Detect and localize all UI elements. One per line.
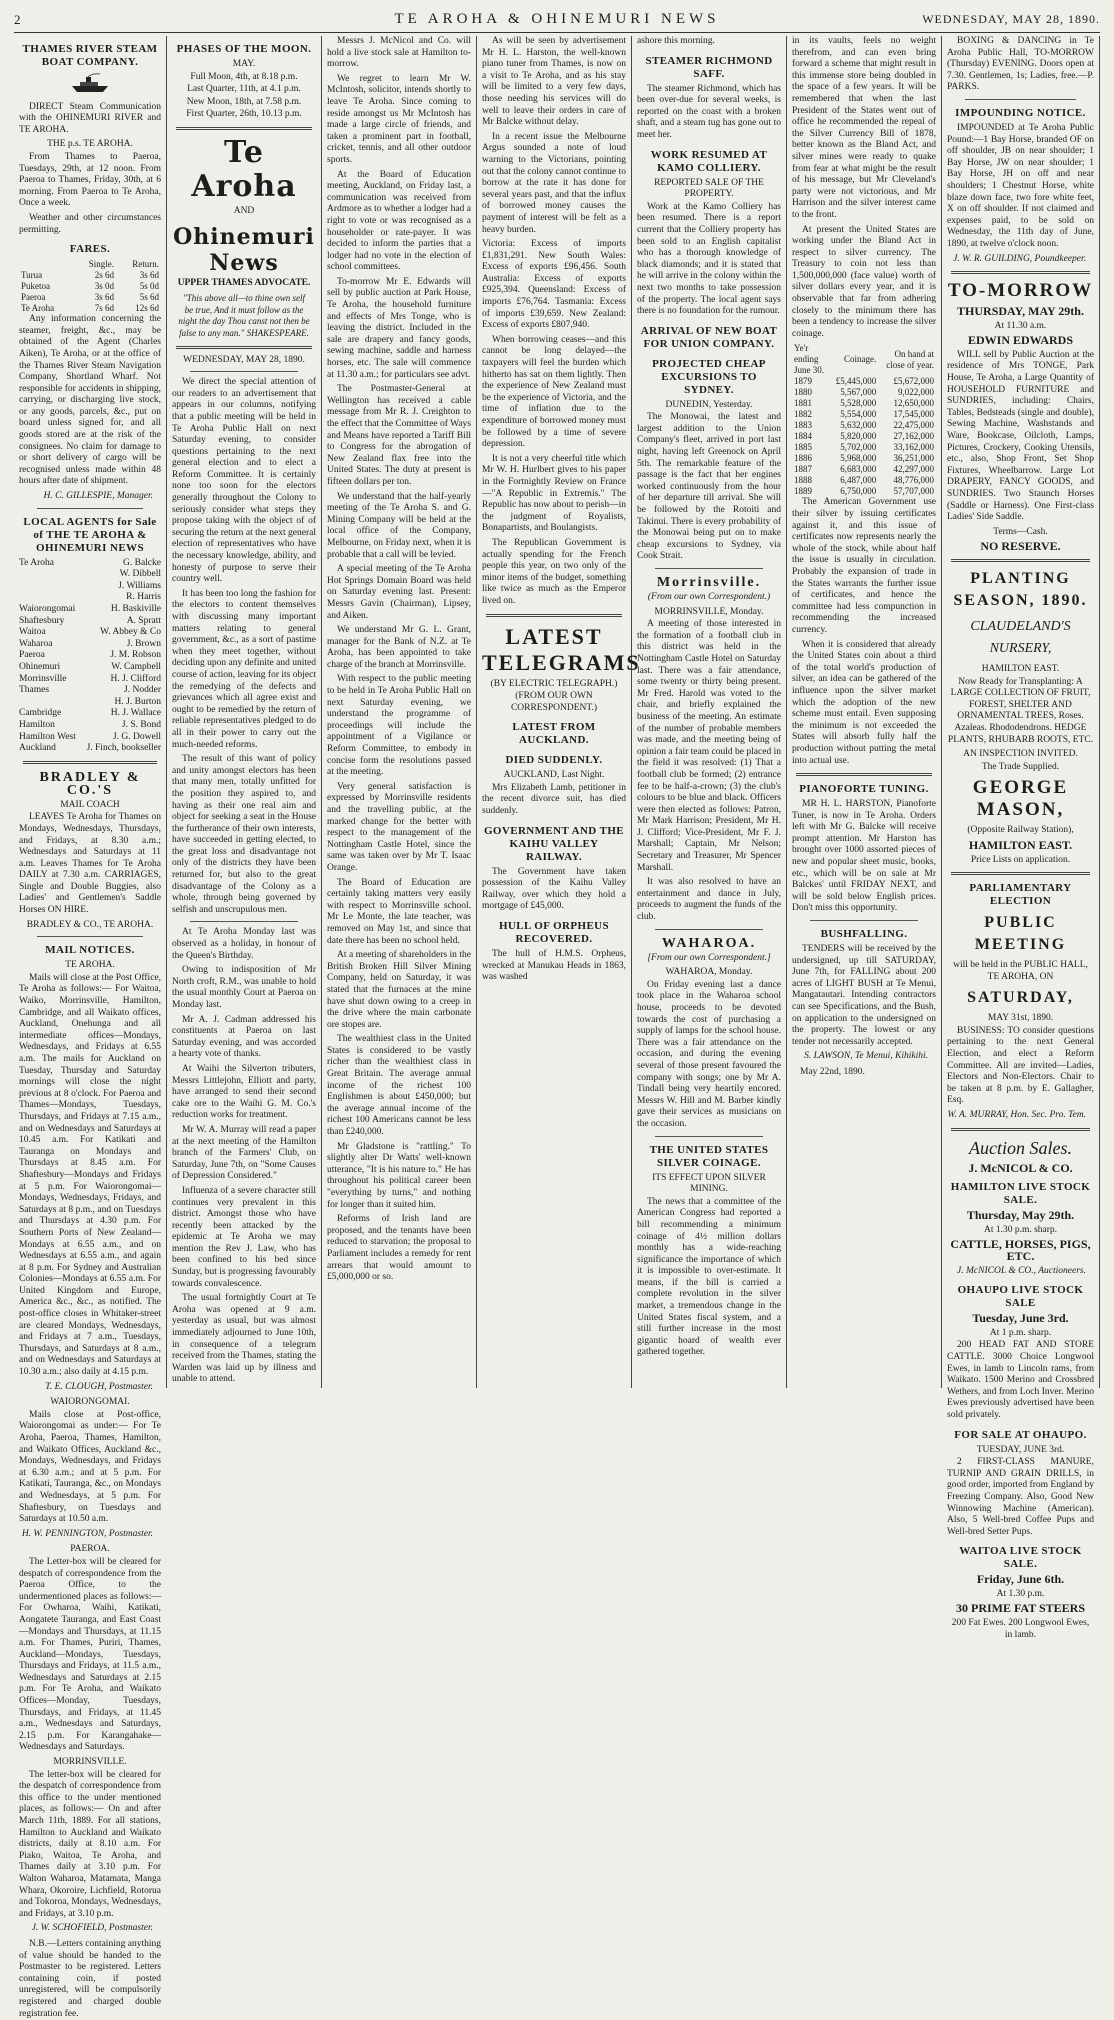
excursions-title: PROJECTED CHEAP EXCURSIONS TO SYDNEY. (652, 357, 766, 396)
moon-line: First Quarter, 26th, 10.13 p.m. (186, 109, 302, 120)
table-header-cell: On hand at close of year. (886, 348, 934, 370)
nameplate-subtitle: UPPER THAMES ADVOCATE. (177, 277, 311, 288)
news-paragraph: At Waihi the Silverton tributers, Messrs Littlejohn, Elliott and party, have arranged to send their second cake ore to the Waihi G. M. Co.'s reduction works for treatment. (172, 1063, 316, 1121)
bushfalling-date: May 22nd, 1890. (800, 1066, 865, 1077)
nameplate-and: AND (233, 205, 255, 216)
trade-supplied: The Trade Supplied. (981, 761, 1060, 772)
nursery-body: Now Ready for Transplanting: A LARGE COLLECTION OF FRUIT, FOREST, SHELTER AND ORNAMENTAL TREES, Roses. Azaleas. Rhododendrons. HEDGE PLANTS, RHUBARB ROOTS, ETC. (947, 676, 1094, 745)
steamboat-signature: H. C. GILLESPIE, Manager. (43, 491, 153, 502)
column-7 (942, 36, 1100, 1640)
news-paragraph: We regret to learn Mr W. McIntosh, solicitor, intends shortly to leave Te Aroha. Since coming to reside amongst us Mr McIntosh has made a large circle of friends, and taken a prominent part in football, cricket, tennis, and all other outdoor sports. (327, 73, 471, 165)
table-row: 1885 5,702,000 33,162,000 (794, 442, 934, 453)
ohaupo-sale-time: At 1 p.m. sharp. (989, 1327, 1052, 1338)
hull-title: HULL OF ORPHEUS RECOVERED. (498, 920, 610, 946)
steamer-body: The steamer Richmond, which has been over-due for several weeks, is reported on the coast with a broken shaft, and a steam tug has gone out to meet her. (637, 83, 781, 140)
died-dateline: AUCKLAND, Last Night. (503, 770, 605, 781)
news-paragraph: Very general satisfaction is expressed by Morrinsville residents and the travelling public, at the marked change for the better with respect to the management of the Nottingham Castle Hotel, since the same was taken over by Mr T. Isaac Orange. (327, 781, 471, 873)
editorial-paragraph: The result of this want of policy and unity amongst electors has been that many men, totally unfitted for the position they aspired to, and having as their one real aim and object for seeking a seat in the House the furtherance of their own interests, have succeeded in getting elected, to the great loss and disadvantage not only of the districts they have been returned for, but also to the great disadvantage of the Colony as a whole, through being governed by selfish and unscrupulous men. (172, 754, 316, 915)
divider (23, 761, 157, 764)
motto: "This above all—to thine own self be true, And it must follow as the night the day Thou canst not then be false to any man." SHAKESPEARE. (178, 293, 310, 338)
impounding-signature: J. W. R. GUILDING, Poundkeeper. (953, 253, 1086, 264)
divider (655, 1136, 763, 1137)
bushfalling-body: TENDERS will be received by the undersigned, up till SATURDAY, June 7th, for FALLING about 200 acres of LIGHT BUSH at Te Menui, Mangatautari. Intending contractors can see Specifications, and the Bush, on application to the undersigned on the property. The lowest or any tender not necessarily accepted. (792, 944, 936, 1047)
kamo-body: Work at the Kamo Colliery has been resumed. There is a report current that the Colliery property has been sold to an English capitalist who has a thorough knowledge of black diamonds; and it is stated that he will arrive in the colony within the next two months to take possession of the property. The local agent says there is no foundation for the rumour. (637, 201, 781, 317)
news-paragraph: We understand that the half-yearly meeting of the Te Aroha S. and G. Mining Company will be held at the local office of the Company, Melbourne, on Friday next, when it is probable that a call will be levied. (327, 491, 471, 560)
list-item: W. Dibbell (119, 569, 161, 580)
morrinsville-signature: J. W. SCHOFIELD, Postmaster. (31, 1923, 153, 1934)
silver-coinage-subtitle: ITS EFFECT UPON SILVER MINING. (652, 1172, 766, 1195)
table-row: 1889 6,750,000 57,707,000 (794, 486, 934, 497)
waiorongomai-subtitle: WAIORONGOMAI. (50, 1397, 130, 1408)
column-3 (322, 36, 477, 1388)
news-paragraph: We understand Mr G. L. Grant, manager for the Bank of N.Z. at Te Aroha, has been appointed to take charge of the branch at Morrinsville. (327, 625, 471, 670)
list-item: Paeroa J. M. Robson (19, 650, 161, 661)
coach-signature: BRADLEY & CO., TE AROHA. (26, 919, 154, 930)
fares-header-cell (19, 259, 73, 270)
table-row: 1888 6,487,000 48,776,000 (794, 475, 934, 486)
latest-telegrams-title: LATEST TELEGRAMS (482, 623, 641, 675)
nameplate-ohinemuri-news: Ohinemuri News (173, 223, 315, 276)
died-body: Mrs Elizabeth Lamb, petitioner in the recent divorce suit, has died suddenly. (482, 782, 626, 817)
divider (486, 614, 622, 617)
table-row (19, 292, 161, 303)
waharoa-source: [From our own Correspondent.] (647, 952, 771, 963)
morrinsville-body: The letter-box will be cleared for the despatch of correspondence from this office to the under mentioned places, as follows:— On and after March 11th, 1889. For all stations, Hamilton to Auckland and Waikato districts, daily at 8.10 a.m. For Piako, Waitoa, Te Aroha, and Thames daily at 3.10 p.m. For Walton Waharoa, Matamata, Manga Whara, Okoroire, Lichfield, Rotorua and Tokoroa, Mondays, Wednesdays, and Fridays, at 3.10 p.m. (19, 1769, 161, 1919)
morrinsville-body-2: It was also resolved to have an entertainment and dance in July, proceeds to augment the funds of the club. (637, 877, 781, 923)
silver-coinage-table (792, 343, 936, 497)
ohaupo-sale-date: Tuesday, June 3rd. (972, 1311, 1069, 1326)
ohaupo-sale-body: 200 HEAD FAT AND STORE CATTLE. 3000 Choice Longwool Ewes, in lamb to Lincoln rams, from Waikato. 1500 Merino and Crossbred Wethers, and from Loch Inver. Merino Ewes previously advertised have been sold privately. (947, 1340, 1094, 1420)
news-paragraph: The usual fortnightly Court at Te Aroha was opened at 9 a.m. yesterday as usual, but was almost immediately adjourned to June 10th, in consequence of a telegram received from the Thames, stating the Warden was laid up by illness and unable to attend. (172, 1293, 316, 1385)
divider (951, 872, 1090, 875)
tomorrow-title: TO-MORROW (947, 280, 1094, 302)
agents-title: LOCAL AGENTS for Sale of THE TE AROHA & OHINEMURI NEWS (23, 515, 157, 554)
page-number: 2 (14, 12, 21, 27)
list-item: Thames J. Nodder (19, 685, 161, 696)
divider (37, 936, 143, 937)
list-item: Ohinemuri W. Campbell (19, 661, 161, 672)
fare-return: 12s 6d (135, 303, 159, 314)
latest-telegrams-source: (FROM OUR OWN CORRESPONDENT.) (510, 691, 598, 713)
hamilton-sale-time: At 1.30 p.m. sharp. (983, 1224, 1058, 1235)
silver-coinage-body: The news that a committee of the American Congress had reported a bill recommending a minimum coinage of 4½ million dollars monthly has a wide-reaching significance the importance of which it is impossible to over-estimate. It means, if the bill is carried a complete revolution in the silver market, a tremendous change in the United States fiscal system, and a still further increase in the most gigantic hoard of wealth ever gathered together. (637, 1196, 781, 1358)
table-row: 1883 5,632,000 22,475,000 (794, 420, 934, 431)
editorial-date: WEDNESDAY, MAY 28, 1890. (183, 354, 305, 365)
waharoa-title: WAHAROA. (661, 935, 757, 951)
nameplate-te-aroha: Te Aroha (191, 134, 297, 204)
for-sale-body: 2 FIRST-CLASS MANURE, TURNIP AND GRAIN DRILLS, in good order, imported from England by Freezing Company. Also, Good New Winnowing Machine (American). Also, 5 Well-bred Coffee Pups and Well-bred Setter Pups. (947, 1457, 1094, 1537)
moon-month: MAY. (232, 59, 256, 69)
steamboat-schedule: From Thames to Paeroa, Tuesdays, 29th, at 12 noon. From Paeroa to Thames, Friday, 30th, at 6 morning. From Paeroa to Te Aroha, Once a week. (19, 151, 161, 209)
fare-place: Turua (21, 270, 43, 281)
news-paragraph: Influenza of a severe character still continues very prevalent in this district. Amongst those who have recently been attacked by the epidemic at Te Aroha we may mention the Rev J. Law, who has been confined to his bed since Sunday, but is progressing favourably towards convalescence. (172, 1185, 316, 1289)
list-item: J. Williams (118, 580, 161, 591)
paeroa-body: The Letter-box will be cleared for despatch of correspondence from the Paeroa Office, to the undermentioned places as follows:— For Owharoa, Waihi, Katikati, Aongatete Tauranga, and East Coast—Mondays and Thursdays, at 11.15 a.m. For Thames, Puriri, Thames, Auckland—Mondays, Tuesdays, Thursdays and Fridays, at 11.5 a.m., Wednesdays and Saturdays at 2.15 p.m. For Te Aroha, and Waikato Offices—Monday, Tuesdays, Thursdays, and Fridays, at 11.45 a.m., Wednesdays and Saturdays, 2.15 p.m. For Karangahake—Wednesdays and Saturdays. (19, 1556, 161, 1753)
news-paragraph: It is not a very cheerful title which Mr W. H. Hurlbert gives to his paper in the Fortnightly Review on France—"A Republic in Extremis." The Republic has now about to perish—in the judgment of Royalists, Bonapartists, and Boulangists. (482, 453, 626, 534)
news-paragraph: At the Board of Education meeting, Auckland, on Friday last, a communication was received from Ardmore as to whether a lodger had a right to vote or was recognised as a householder or rate-payer. It was decided to inform the parties that a lodger had no vote in the election of school committees. (327, 169, 471, 273)
fare-single: 3s 0d (94, 281, 115, 292)
table-row (19, 270, 161, 281)
divider (190, 371, 298, 372)
cattle-line: CATTLE, HORSES, PIGS, ETC. (950, 1237, 1091, 1263)
list-item: Hamilton J. S. Bond (19, 719, 161, 730)
list-item: R. Harris (126, 592, 161, 603)
excursions-body: The Monowai, the latest and largest addition to the Union Company's fleet, arrived in port last night, having left Greenock on April 5th. The remarkable feature of the passage is the fact that her engines worked continuously from the hour of her departure till arrival. She will be followed by the Rotoiti and Takinui. There is every probability of the Monowai being put on to make cheap excursions to Sydney, via Cook Strait. (637, 412, 781, 562)
nursery-place: HAMILTON EAST. (981, 663, 1060, 674)
fares-header-cell: Return. (132, 259, 159, 270)
steamboat-weather: Weather and other circumstances permitting. (19, 212, 161, 235)
trade-figures: Victoria: Excess of imports £1,831,291. New South Wales: Excess of exports £96,456. South Australia: Excess of exports £925,394. Queensland: Excess of imports £76,764. Tasmania: Excess of imports £39,659. New Zealand: Excess of exports £807,940. (482, 239, 626, 331)
tomorrow-date: THURSDAY, MAY 29th. (957, 304, 1084, 319)
edwin-edwards-title: EDWIN EDWARDS (967, 333, 1074, 348)
tomorrow-time: At 11.30 a.m. (994, 320, 1047, 331)
silver-table-after-2: When it is considered that already the United States coin about a third of the total world's production of silver, an idea can be gathered of the influence upon the silver market which the adoption of the new scheme must entail. Even supposing the minimum is not exceeded the States will absorb fully half the production without putting the metal into actual use. (792, 639, 936, 766)
piano-title: PIANOFORTE TUNING. (799, 783, 929, 796)
issue-date: WEDNESDAY, MAY 28, 1890. (922, 12, 1100, 26)
news-paragraph: As will be seen by advertisement Mr H. L. Harston, the well-known piano tuner from Thames, is now on a visit to Te Aroha, and as his stay will be limited to a very few days, those needing his services will do well to leave their orders in care of Mr Balcke without delay. (482, 36, 626, 128)
news-paragraph: Mr Gladstone is "rattling." To slightly alter Dr Watts' well-known utterance, "It is his nature to." He has throughout his political career been "everything by turns," and nothing for longer than it suited him. (327, 1141, 471, 1210)
table-header-cell: Ye'r ending June 30. (794, 343, 824, 376)
waiorongomai-signature: H. W. PENNINGTON, Postmaster. (21, 1528, 153, 1539)
masthead-title: TE AROHA & OHINEMURI NEWS (394, 11, 720, 27)
george-mason-title: GEORGE MASON, (972, 777, 1069, 821)
union-title: ARRIVAL OF NEW BOAT FOR UNION COMPANY. (640, 324, 778, 350)
news-paragraph: The Republican Government is actually spending for the French people this year, on two only of the minor items of the budget, something like twice as much as the Emperor lived on. (482, 537, 626, 606)
news-paragraph: The Board of Education are certainly taking matters very easily with respect to Morrinsville school. Mr Le Monte, the late teacher, was removed on May 1st, and since that date there has been no school held. (327, 877, 471, 946)
fare-single: 7s 6d (94, 303, 115, 314)
george-mason-place: HAMILTON EAST. (968, 837, 1073, 852)
waharoa-dateline: WAHAROA, Monday. (665, 967, 753, 978)
price-list: Price Lists on application. (970, 854, 1071, 865)
mail-subtitle: TE AROHA. (65, 960, 115, 971)
mail-title: MAIL NOTICES. (45, 944, 135, 957)
news-paragraph: When borrowing ceases—and this cannot be long delayed—the taxpayers will feel the burden which hitherto has sat on them lightly. Then the experience of New Zealand must be the experience of Victoria, and the time of inflation due to the expenditure of borrowed money must be followed by a time of severe depression. (482, 334, 626, 450)
mail-body: Mails will close at the Post Office, Te Aroha as follows:— For Waitoa, Waiko, Morrinsville, Hamilton, Cambridge, and all Waikato offices, Auckland, Onehunga and all intermediate offices—Mondays, Wednesdays, and Fridays at 6.55 a.m. The mails for Auckland on Tuesday, Thursday and Saturday mornings will close the night previous at 8 o'clock. For Paeroa and Thames—Mondays, Tuesdays, Thursdays, and Fridays at 7.15 a.m., and on Wednesdays and Saturdays at 10.45 a.m. For Katikati and Tauranga on Mondays and Thursdays at 8.45 a.m. For Shaftesbury—Mondays and Fridays at 5 p.m. For Waiorongomai—Mondays, Wednesdays, Fridays, and Saturdays at 8 p.m., and on Tuesdays and Thursdays at 4.30 p.m. For Southern Ports of New Zealand—Mondays at 6.55 a.m., and on Wednesdays at 6.55 a.m., and again at 8 p.m. For Sydney and Australian Colonies—Mondays at 6.55 a.m. For United Kingdom and Europe, America &c., &c., as notified. The post-office closes in Whitaker-street are cleared Mondays, Wednesdays, and Fridays at 7 a.m., Tuesdays, Thursdays, and Saturdays at 8 a.m., and on Wednesdays and Saturdays at 10.30 a.m.; also daily at 4.15 p.m. (19, 972, 161, 1378)
public-meeting-body: BUSINESS: TO consider questions pertaining to the next General Election, and elect a Reform Committee. All are invited—Ladies, Electors and Non-Electors. Chair to be taken at 8 p.m. by E. Gallagher, Esq. (947, 1025, 1094, 1106)
ohaupo-sale-title: OHAUPO LIVE STOCK SALE (957, 1284, 1084, 1310)
public-meeting-title: PUBLIC MEETING (974, 914, 1067, 954)
divider (951, 1128, 1090, 1131)
column-4 (477, 36, 641, 1388)
government-body: The Government have taken possession of the Kaihu Valley Railway, over which they hold a mortgage of £45,000. (482, 866, 626, 912)
list-item: Te Aroha G. Balcke (19, 557, 161, 568)
kamo-subtitle: REPORTED SALE OF THE PROPERTY. (654, 177, 764, 200)
public-meeting-signature: W. A. MURRAY, Hon. Sec. Pro. Tem. (947, 1110, 1086, 1121)
government-title: GOVERNMENT AND THE KAIHU VALLEY RAILWAY. (483, 824, 625, 863)
morrinsville-title: Morrinsville. (656, 575, 762, 590)
fare-return: 3s 6d (139, 270, 159, 281)
steamboat-title: THAMES RIVER STEAM BOAT COMPANY. (22, 43, 158, 68)
editorial-paragraph: It has been too long the fashion for the electors to content themselves with discussing many important matters relating to general government, &c., as a sort of pastime when they meet together, without deciding upon any definite and united course of action, leaving for its object the remedying of the defects and grievances which all agree exist and ought to be remedied by the return of reliable representatives pledged to do all in their power to carry out the much-needed reforms. (172, 588, 316, 750)
list-item: Shaftesbury A. Spratt (19, 615, 161, 626)
fare-place: Paeroa (21, 292, 46, 303)
bushfalling-title: BUSHFALLING. (820, 928, 908, 941)
table-row: 1886 5,968,000 36,251,000 (794, 453, 934, 464)
fare-return: 5s 6d (139, 292, 159, 303)
news-paragraph: To-morrow Mr E. Edwards will sell by public auction at Park House, Te Aroha, the household furniture and effects of Mrs Tonge, who is leaving the district. Included in the sale are drapery and fancy goods, sewing machine, saddle and harness horses, etc. The sale will commence at 11.30 a.m.; for particulars see advt. (327, 276, 471, 380)
fare-place: Te Aroha (21, 303, 55, 314)
latest-auckland-title: LATEST FROM AUCKLAND. (512, 721, 596, 747)
edwin-edwards-body: WILL sell by Public Auction at the residence of Mrs TONGE, Park House, Te Aroha, a Large Quantity of HOUSEHOLD FURNITURE and SUNDRIES, including: Chairs, Tables, Bedsteads (single and double), Sewing Machine, Washstands and Ware, Bookcase, Oilcloth, Lamps, Pictures, Crockery, Cooking Utensils, etc., also, Shop Front, Set Shop Fixtures, Wheelbarrow. Large Lot DRAPERY, FANCY GOODS, and SUNDRIES. Two Staunch Horses (Saddle or Harness). One First-class Ladies' Side Saddle. (947, 349, 1094, 523)
silver-continued: in its vaults, feels no weight therefrom, and can even bring forward a scheme that might result in this immense store being doubled in the space of a few years. It will be remembered that when the last President of the States went out of office he recommended the repeal of the Silver Currency Bill of 1878, better known as the Bland Act, and silver mines were ready to quake from fear at what might be the result of his message, but Mr Cleveland's party were not victorious, and Mr Harrison and the silver interest came to the front. (792, 36, 936, 220)
waiorongomai-body: Mails close at Post-office, Waiorongomai as under:— For Te Aroha, Paeroa, Thames, Hamilton, and Waikato Offices, Auckland &c., Mondays, Wednesdays, and Fridays at 6.30 a.m.; and at 5 p.m. For Katikati, Tauranga, &c., on Mondays and Wednesdays, at 5 p.m. For Shaftesbury, on Tuesdays and Saturdays at 10.50 a.m. (19, 1409, 161, 1525)
list-item: H. J. Burton (114, 696, 161, 707)
column-5 (632, 36, 787, 1388)
news-paragraph: Mr W. A. Murray will read a paper at the next meeting of the Hamilton branch of the Farmers' Club, on Saturday, June 7th, on "Some Causes of Depression Considered." (172, 1124, 316, 1182)
news-paragraph: The Postmaster-General at Wellington has received a cable message from Mr R. J. Creighton to the effect that the Committee of Ways and Means have reported a Tariff Bill to Congress for the abrogation of New Zealand flax free into the United States. The duty at present is fifteen dollars per ton. (327, 384, 471, 487)
page-header (14, 8, 1100, 33)
waitoa-sale-date: Friday, June 6th. (976, 1572, 1065, 1587)
list-item: Waitoa W. Abbey & Co (19, 627, 161, 638)
table-row: 1881 5,528,000 12,650,000 (794, 398, 934, 409)
inspection-invited: AN INSPECTION INVITED. (963, 749, 1078, 760)
continued-text: ashore this morning. (637, 36, 715, 46)
george-mason-subtitle: (Opposite Railway Station), (967, 825, 1074, 836)
divider (965, 99, 1076, 100)
impounding-body: IMPOUNDED at Te Aroha Public Pound:—1 Bay Horse, branded OF on off shoulder, JB on near shoulder; 1 Bay Horse, JW on near shoulder; 1 Bay Horse, JH on off and near shoulders; 1 Chestnut Horse, white blaze down face, two fore white feet, X on off shoulder. If not claimed and expenses paid, to be sold on Wednesday, the 11th day of June, 1890, at twelve o'clock noon. (947, 122, 1094, 249)
news-paragraph: At a meeting of shareholders in the British Broken Hill Silver Mining Company, held on Saturday, it was stated that the furnaces at the mine have shut down owing to a creep in the drive where the main carbonate ore stopes are. (327, 950, 471, 1030)
steamboat-body: DIRECT Steam Communication with the OHINEMURI RIVER and TE AROHA. (19, 101, 161, 135)
divider (796, 773, 932, 776)
divider (655, 929, 763, 930)
divider (37, 508, 143, 509)
editorial-paragraph: We direct the special attention of our readers to an advertisement that appears in our columns, notifying that a public meeting will be held in Te Aroha Public Hall on next Saturday evening, to consider questions pertaining to the next general election and to elect a Reform Committee. It is certainly none too soon for the electors generally throughout the Colony to seriously consider what steps they propose taking with the object of of securing the return at the next general election of representatives who have the necessary knowledge, ability, and honesty of purpose to serve their country well. (172, 377, 316, 585)
mail-signature: T. E. CLOUGH, Postmaster. (45, 1381, 153, 1392)
morrinsville-note: N.B.—Letters containing anything of value should be handed to the Postmaster to be registered. Letters containing coin, if posted unregistered, will be compulsorily registered and charged double registration fee. (19, 1938, 161, 2019)
divider (655, 568, 763, 569)
coach-subtitle: MAIL COACH (60, 799, 120, 810)
news-paragraph: In a recent issue the Melbourne Argus sounded a note of loud warning to the Victorians, pointing out that the colony cannot continue to borrow at the rate it has done for several years past, and that the influx of borrowed money causes the payment of interest will be felt as a heavy burden. (482, 131, 626, 235)
nursery-title: CLAUDELAND'S NURSERY, (970, 618, 1071, 656)
excursions-dateline: DUNEDIN, Yesterday. (665, 399, 753, 410)
kamo-title: WORK RESUMED AT KAMO COLLIERY. (650, 148, 768, 174)
public-meeting-date: MAY 31st, 1890. (987, 1013, 1054, 1024)
table-row: 1882 5,554,000 17,545,000 (794, 409, 934, 420)
steamboat-notice: Any information concerning the steamer, freight, &c., may be obtained of the Agent (Charles Aiken), Te Aroha, or at the office of the Thames River Steam Navigation Company, Shortland Wharf. Not responsible for accidents in shipping, carrying, or discharging live stock, or any goods, parcels, &c., put on board unless signed for, and all goods stored are at the risk of the consignees. No claim for damage to or short delivery of cargo will be recognised unless made within 48 hours after date of shipment. (19, 314, 161, 487)
coach-body: LEAVES Te Aroha for Thames on Mondays, Wednesdays, Thursdays, and Fridays, at 8.30 a.m.; Wednesdays and Saturdays at 11 a.m. Leaves Thames for Te Aroha DAILY at 7.30 a.m. CARRIAGES, Single and Double Buggies, also Ladies' and Gentlemen's Saddle Horses ON HIRE. (19, 812, 161, 916)
waitoa-sale-title: WAITOA LIVE STOCK SALE. (959, 1545, 1082, 1571)
no-reserve: NO RESERVE. (980, 539, 1061, 554)
dance-notice: BOXING & DANCING in Te Aroha Public Hall, TO-MORROW (Thursday) EVENING. Doors open at 7.30. Gentlemen, 1s; Ladies, free.—P. PARKS. (947, 36, 1094, 93)
moon-line: Last Quarter, 11th, at 4.1 p.m. (187, 84, 301, 95)
moon-line: Full Moon, 4th, at 8.18 p.m. (190, 71, 298, 82)
news-paragraph: Messrs J. McNicol and Co. will hold a live stock sale at Hamilton to-morrow. (327, 36, 471, 70)
news-paragraph: Reforms of Irish land are proposed, and the tenants have been reduced to starvation; the proposal to Parliament includes a remedy for rent arrears that would amount to £5,000,000 or so. (327, 1214, 471, 1283)
table-row: 1884 5,820,000 27,162,000 (794, 431, 934, 442)
steamer-title: STEAMER RICHMOND SAFF. (645, 54, 773, 80)
steamboat-ship: THE p.s. TE AROHA. (47, 139, 133, 150)
prime-steers: 30 PRIME FAT STEERS (955, 1601, 1086, 1616)
for-sale-title: FOR SALE AT OHAUPO. (954, 1428, 1087, 1441)
news-paragraph: With respect to the public meeting to be held in Te Aroha Public Hall on next Saturday evening, we understand the programme of proceedings will include the appointment of a Vigilance or Reform Committee, to embody in concise form the resolutions passed at the meeting. (327, 674, 471, 778)
column-6 (787, 36, 942, 1388)
table-header-cell: Coinage. (843, 354, 877, 365)
divider (951, 271, 1090, 274)
table-row: 1879 £5,445,000 £5,672,000 (794, 376, 934, 387)
list-item: Auckland J. Finch, bookseller (19, 743, 161, 754)
morrinsville-source: (From our own Correspondent.) (647, 592, 771, 602)
morrinsville-subtitle: MORRINSVILLE. (53, 1757, 127, 1768)
divider (810, 920, 918, 921)
agents-list (19, 558, 161, 755)
fares-header-cell: Single. (88, 259, 115, 270)
for-sale-date: TUESDAY, JUNE 3rd. (976, 1444, 1065, 1455)
column-1 (14, 36, 167, 2019)
public-meeting-day: SATURDAY, (967, 989, 1074, 1007)
list-item: Morrinsville H. J. Clifford (19, 673, 161, 684)
hamilton-sale-date: Thursday, May 29th. (966, 1208, 1075, 1223)
fares-table (19, 259, 161, 314)
latest-telegrams-subtitle: (BY ELECTRIC TELEGRAPH.) (490, 678, 618, 689)
prime-steers-subtitle: 200 Fat Ewes. 200 Longwool Ewes, in lamb. (951, 1618, 1090, 1640)
hull-body: The hull of H.M.S. Orpheus, wrecked at Manukau Heads in 1863, was washed (482, 949, 626, 983)
fare-single: 3s 6d (94, 292, 115, 303)
table-row: 1880 5,567,000 9,022,000 (794, 387, 934, 398)
divider (176, 127, 312, 130)
edwin-edwards-terms: Terms—Cash. (993, 526, 1048, 537)
planting-season-title: PLANTING SEASON, 1890. (953, 569, 1088, 609)
waitoa-sale-time: At 1.30 p.m. (996, 1588, 1045, 1599)
morrinsville-dateline: MORRINSVILLE, Monday. (654, 606, 764, 617)
news-paragraph: Owing to indisposition of Mr North croft, R.M., was unable to hold the usual monthly Court at Paeroa on Monday last. (172, 965, 316, 1010)
list-item: Hamilton West J. G. Dowell (19, 731, 161, 742)
mcnicol-auctioneers: J. McNICOL & CO., Auctioneers. (957, 1265, 1086, 1276)
coach-title: BRADLEY & CO.'S (39, 769, 141, 798)
table-row: 1887 6,683,000 42,297,000 (794, 464, 934, 475)
news-paragraph: Mr A. J. Cadman addressed his constituents at Paeroa on last Saturday evening, and was accorded a hearty vote of thanks. (172, 1014, 316, 1060)
moon-line: New Moon, 18th, at 7.58 p.m. (186, 96, 302, 107)
table-row (19, 303, 161, 314)
waharoa-body: On Friday evening last a dance took place in the Waharoa school house, proceeds to be devoted towards the cost of purchasing a supply of lamps for the school house. There was a fair attendance on the occasion, and during the evening several of those present favoured the company with songs; one by Mr A. Tindall being very heartily encored. Messrs W. Hill and M. Barber kindly gave their services as musicians on the occasion. (637, 979, 781, 1129)
steamship-icon (19, 72, 161, 99)
bushfalling-signature: S. LAWSON, Te Menui, Kihikihi. (804, 1051, 928, 1062)
died-title: DIED SUDDENLY. (505, 754, 603, 767)
list-item: Waiorongomai H. Baskiville (19, 604, 161, 614)
silver-coinage-title: THE UNITED STATES SILVER COINAGE. (649, 1143, 769, 1169)
fare-single: 2s 6d (94, 270, 115, 281)
divider (176, 346, 312, 349)
column-2 (167, 36, 322, 1388)
paeroa-subtitle: PAEROA. (70, 1544, 110, 1555)
moon-title: PHASES OF THE MOON. (176, 43, 312, 55)
impounding-title: IMPOUNDING NOTICE. (955, 106, 1086, 119)
news-paragraph: At Te Aroha Monday last was observed as a holiday, in honour of the Queen's Birthday. (172, 927, 316, 961)
parliamentary-election-title: PARLIAMENTARY ELECTION (969, 882, 1072, 908)
divider (951, 559, 1090, 562)
silver-table-after: The American Government use their silver by issuing certificates against it, and this issue of certificates now represents nearly the whole of the stock, while about half the issue is usually in circulation. Probably the expansion of trade in the States warrants the further issue of certificates, and hence the committee had less compunction in recommending the increased currency. (792, 497, 936, 635)
piano-body: MR H. L. HARSTON, Pianoforte Tuner, is now in Te Aroha. Orders left with Mr G. Balcke will receive prompt attention. Mr Harston has brought over 1000 assorted pieces of new and popular sheet music, books, etc., which will be on sale at Mr Balckes' until FRIDAY NEXT, and will be sold below English prices. Don't miss this opportunity. (792, 799, 936, 914)
news-paragraph: The wealthiest class in the United States is considered to be vastly richer than the wealthiest class in Great Britain. The average annual income of the richest 100 Englishmen is about £450,000; but the average annual income of the richest 100 Americans cannot be less than £240,000. (327, 1034, 471, 1138)
hamilton-sale-title: HAMILTON LIVE STOCK SALE. (950, 1181, 1091, 1207)
silver-table-intro: At present the United States are working under the Bland Act in respect to silver currency. The Treasury to coin not less than 1,500,000,000 (face value) worth of silver dollars every year, and it is observable that far from adhering closely to the minimum there has been a tendency to increase the silver coinage. (792, 224, 936, 339)
list-item: Waharoa J. Brown (19, 638, 161, 649)
table-row (19, 281, 161, 292)
mcnicol-title: J. McNICOL & CO. (968, 1160, 1073, 1175)
news-paragraph: A special meeting of the Te Aroha Hot Springs Domain Board was held on Saturday evening last. Present: Messrs Gavin (Chairman), Lipsey, and Aiken. (327, 564, 471, 621)
public-meeting-subtitle: will be held in the PUBLIC HALL, TE AROHA, ON (953, 960, 1088, 982)
fare-return: 5s 0d (139, 281, 159, 292)
list-item: Cambridge H. J. Wallace (19, 708, 161, 719)
divider (190, 921, 298, 922)
fare-place: Puketoa (21, 281, 50, 292)
morrinsville-body: A meeting of those interested in the formation of a football club in this district was held in the Nottingham Castle Hotel on Saturday last. There was a fair attendance, some twenty or thirty being present. Mr Fred. Harold was voted to the chair, and briefly explained the business of the meeting. An estimate of the number of probable members was made, and the meeting being of opinion a fair team could be placed in the field it was resolved: (1) That a football club be formed; (2) entrance fee to be half-a-crown; (3) the club's colours to be blue and black. Officers were then elected as follows: Patron, Mr Mark Harrison; President, Mr H. J. Clifford; Vice-President, Mr F. J. Marshall; Captain, Mr Nelson; Secretary and Treasurer, Mr Spencer Marshall. (637, 619, 781, 873)
auction-sales-title: Auction Sales. (969, 1137, 1072, 1158)
fares-title: FARES. (69, 243, 111, 256)
